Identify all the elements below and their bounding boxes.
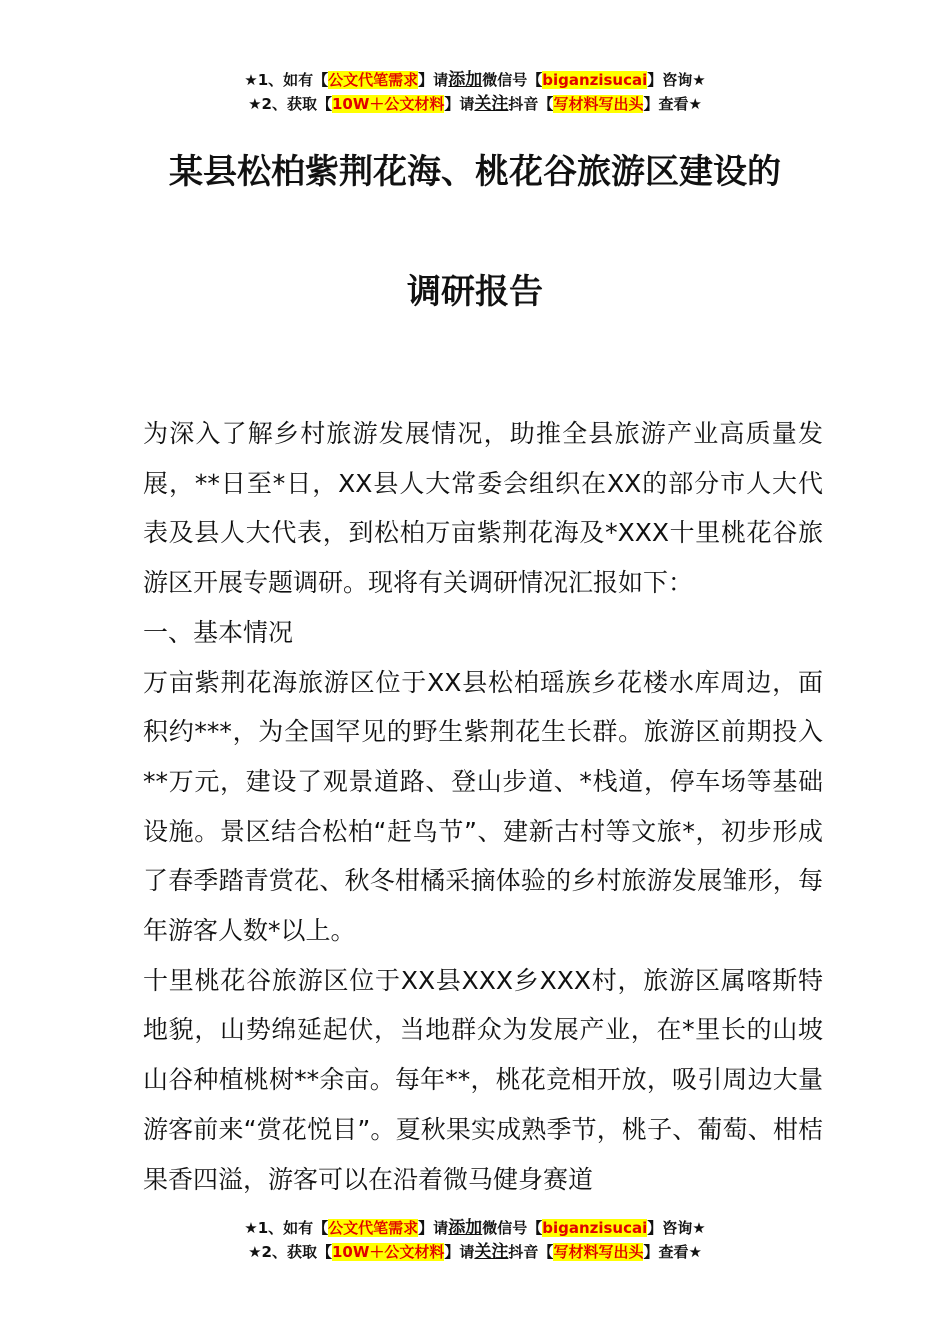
- ad-highlight: biganzisucai: [542, 71, 648, 89]
- ad-line-1: [0, 1216, 950, 1240]
- ad-text: 】请: [444, 95, 475, 113]
- ad-text: 】请: [418, 71, 449, 89]
- ad-text: 抖音【: [508, 1243, 554, 1261]
- ad-highlight: 公文代笔需求: [328, 71, 419, 89]
- ad-line-2: [0, 92, 950, 116]
- document-title-line-1: 某县松柏紫荆花海、桃花谷旅游区建设的: [169, 152, 781, 192]
- ad-line-1: [0, 68, 950, 92]
- ad-emphasis: 关注: [474, 1242, 509, 1262]
- document-title-line-2: 调研报告: [407, 272, 543, 312]
- ad-text: 】咨询★: [647, 71, 706, 89]
- ad-text: 微信号【: [482, 1219, 543, 1237]
- ad-highlight: 公文代笔需求: [328, 1219, 419, 1237]
- ad-text: ★2、获取【: [248, 1243, 332, 1261]
- ad-text: ★1、如有【: [244, 71, 329, 89]
- header-ad-banner: [0, 68, 950, 116]
- footer-ad-banner: [0, 1216, 950, 1264]
- ad-text: 微信号【: [482, 71, 543, 89]
- body-paragraph-peach-valley: 十里桃花谷旅游区位于XX县XXX乡XXX村，旅游区属喀斯特地貌，山势绵延起伏，当地群众为发展产业，在*里长的山坡山谷种植桃树**余亩。每年**，桃花竞相开放，吸引周边大量游客前来“赏花悦目”。夏秋果实成熟季节，桃子、葡萄、柑桔果香四溢，游客可以在沿着微马健身赛道: [143, 965, 823, 1194]
- ad-emphasis: 添加: [448, 70, 483, 90]
- ad-text: 】咨询★: [647, 1219, 706, 1237]
- document-body: [143, 409, 823, 1204]
- ad-emphasis: 关注: [474, 94, 509, 114]
- body-paragraph-redbud-sea: 万亩紫荆花海旅游区位于XX县松柏瑶族乡花楼水库周边，面积约***，为全国罕见的野生紫荆花生长群。旅游区前期投入**万元，建设了观景道路、登山步道、*栈道，停车场等基础设施。景区结合松柏“赶鸟节”、建新古村等文旅*，初步形成了春季踏青赏花、秋冬柑橘采摘体验的乡村旅游发展雏形，每年游客人数*以上。: [143, 667, 823, 946]
- ad-text: ★1、如有【: [244, 1219, 329, 1237]
- ad-text: 】请: [444, 1243, 475, 1261]
- ad-text: 】请: [418, 1219, 449, 1237]
- ad-highlight: biganzisucai: [542, 1219, 648, 1237]
- ad-text: 抖音【: [508, 95, 554, 113]
- ad-highlight: 10W＋公文材料: [331, 1243, 445, 1261]
- ad-highlight: 写材料写出头: [553, 95, 644, 113]
- ad-text: 】查看★: [643, 95, 702, 113]
- body-paragraph-intro: 为深入了解乡村旅游发展情况，助推全县旅游产业高质量发展，**日至*日，XX县人大常委会组织在XX的部分市人大代表及县人大代表，到松柏万亩紫荆花海及*XXX十里桃花谷旅游区开展专题调研。现将有关调研情况汇报如下：: [143, 419, 823, 598]
- ad-text: 】查看★: [643, 1243, 702, 1261]
- section-heading-basic-situation: 一、基本情况: [143, 617, 294, 647]
- ad-text: ★2、获取【: [248, 95, 332, 113]
- ad-emphasis: 添加: [448, 1218, 483, 1238]
- ad-highlight: 10W＋公文材料: [331, 95, 445, 113]
- ad-line-2: [0, 1240, 950, 1264]
- ad-highlight: 写材料写出头: [553, 1243, 644, 1261]
